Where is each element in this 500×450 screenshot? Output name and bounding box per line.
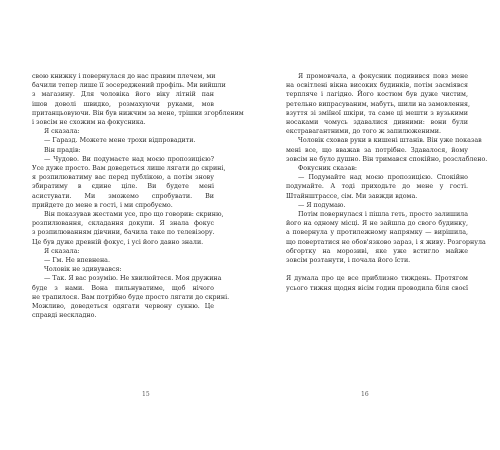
right-page: [286, 72, 488, 293]
text-line: Штайнштрассе, сім. Ми завжди вдома.: [286, 192, 418, 200]
text-line: Можливо, доведеться одягати червону сукню. Це: [32, 303, 214, 311]
text-line: — Я подумаю.: [298, 201, 346, 209]
text-line: усього тижня щодня вісім годин проводила біля своєї: [286, 284, 468, 292]
left-page: [32, 72, 244, 320]
text-line: пританцьовуючи. Він був нижчим за мене, трішки згорбленим: [32, 109, 244, 117]
text-line: — Так. Я вас розумію. Не хвилюйтеся. Моя дружина: [44, 275, 222, 283]
text-line: а повернула у протилежному напрямку — вирішила,: [286, 229, 468, 237]
text-line: його на одному місці. Я не зайшла до свого будинку,: [286, 220, 468, 228]
text-line: свою книжку і повернулася до нас правим плечем, ми: [32, 73, 216, 80]
text-line: мені все, що вважав за потрібне. Здавалося, йому: [286, 146, 468, 154]
text-line: збиратиму в єдине ціле. Ви будете мені: [32, 183, 214, 191]
text-line: — Гаразд. Можете мене трохи відпровадити.: [44, 137, 196, 145]
text-line: Це був дуже древній фокус, і усі його давно знали.: [32, 238, 204, 246]
text-line: Потім повернулася і пішла геть, просто залишила: [298, 211, 468, 219]
text-line: буде з нами. Вона пильнуватиме, щоб нічого: [32, 284, 214, 292]
text-line: ретельно випрасуваним, мабуть, шили на замовлення,: [286, 100, 471, 108]
text-line: на освітлені вікна високих будинків, потім засміявся: [286, 82, 468, 90]
text-line: ішов доволі швидко, розмахуючи руками, мов: [32, 100, 214, 108]
text-line: Я думала про це все приблизно тиждень. Протягом: [286, 275, 468, 283]
text-line: — Подумайте над моєю пропозицією. Спокійно: [298, 174, 468, 182]
text-line: Він показував жестами усе, про що говорив: скриню,: [44, 211, 224, 219]
text-line: подумайте. А тоді приходьте до мене у гості.: [286, 183, 468, 191]
text-line: зовсім розтанути, і почала його їсти.: [286, 257, 411, 265]
text-line: екстравагантними, до того ж запилюженими.: [286, 128, 442, 136]
left-page-number: 15: [142, 391, 150, 398]
text-line: Чоловік сховав руки в кишені штанів. Він уже показав: [298, 137, 482, 145]
text-line: не трапилося. Вам потрібно буде просто лягати до скрині.: [32, 293, 230, 301]
text-line: обгортку на морозиві, яке уже встигло майже: [286, 247, 468, 255]
text-line: що повертатися не обов'язково зараз, і я живу. Розгорнула: [286, 238, 486, 246]
text-line: справді нескладно.: [32, 312, 97, 320]
text-line: бачили тепер лише її зосереджений профіль. Ми вийшли: [32, 82, 226, 90]
text-line: з розпилюванням дівчини, бачила таке по телевізору.: [32, 229, 215, 237]
text-line: з магазину. Для чоловіка його віку літній пан: [32, 91, 214, 99]
text-line: — Гм. Не впевнена.: [44, 257, 110, 265]
text-line: Я промовчала, а фокусник подивився повз мене: [298, 73, 468, 80]
text-line: і зовсім не схожим на фокусника.: [32, 119, 146, 127]
text-line: розпилювання, складання докупи. Я знала фокус: [32, 220, 214, 228]
text-line: Усе дуже просто. Вам доведеться лише лягати до скрині,: [32, 165, 226, 173]
text-line: Фокусник сказав:: [298, 165, 358, 173]
text-line: зовсім не було душно. Він тримався спокійно, розслаблено.: [286, 155, 488, 163]
text-line: носаками чомусь здавалися дивними: вони були: [286, 119, 468, 127]
text-line: Чоловік не здивувався:: [44, 266, 122, 274]
text-line: Я сказала:: [44, 247, 80, 255]
text-line: взуття зі зміїної шкіри, та саме ці мешти з вузькими: [286, 109, 468, 117]
text-line: я розпилюватиму вас перед публікою, а потім знову: [32, 174, 214, 182]
text-line: — Чудово. Ви подумаєте над моєю пропозицією?: [44, 155, 214, 163]
text-line: асистувати. Ми зможемо спробувати. Ви: [32, 192, 214, 200]
text-line: Він прадів:: [44, 146, 81, 154]
text-line: терпляче і лагідно. Його костюм був дуже чистим,: [286, 91, 468, 99]
text-line: прийдете до мене в гості, і ми спробуємо.: [32, 201, 173, 209]
text-line: Я сказала:: [44, 128, 80, 136]
right-page-number: 16: [361, 391, 369, 398]
